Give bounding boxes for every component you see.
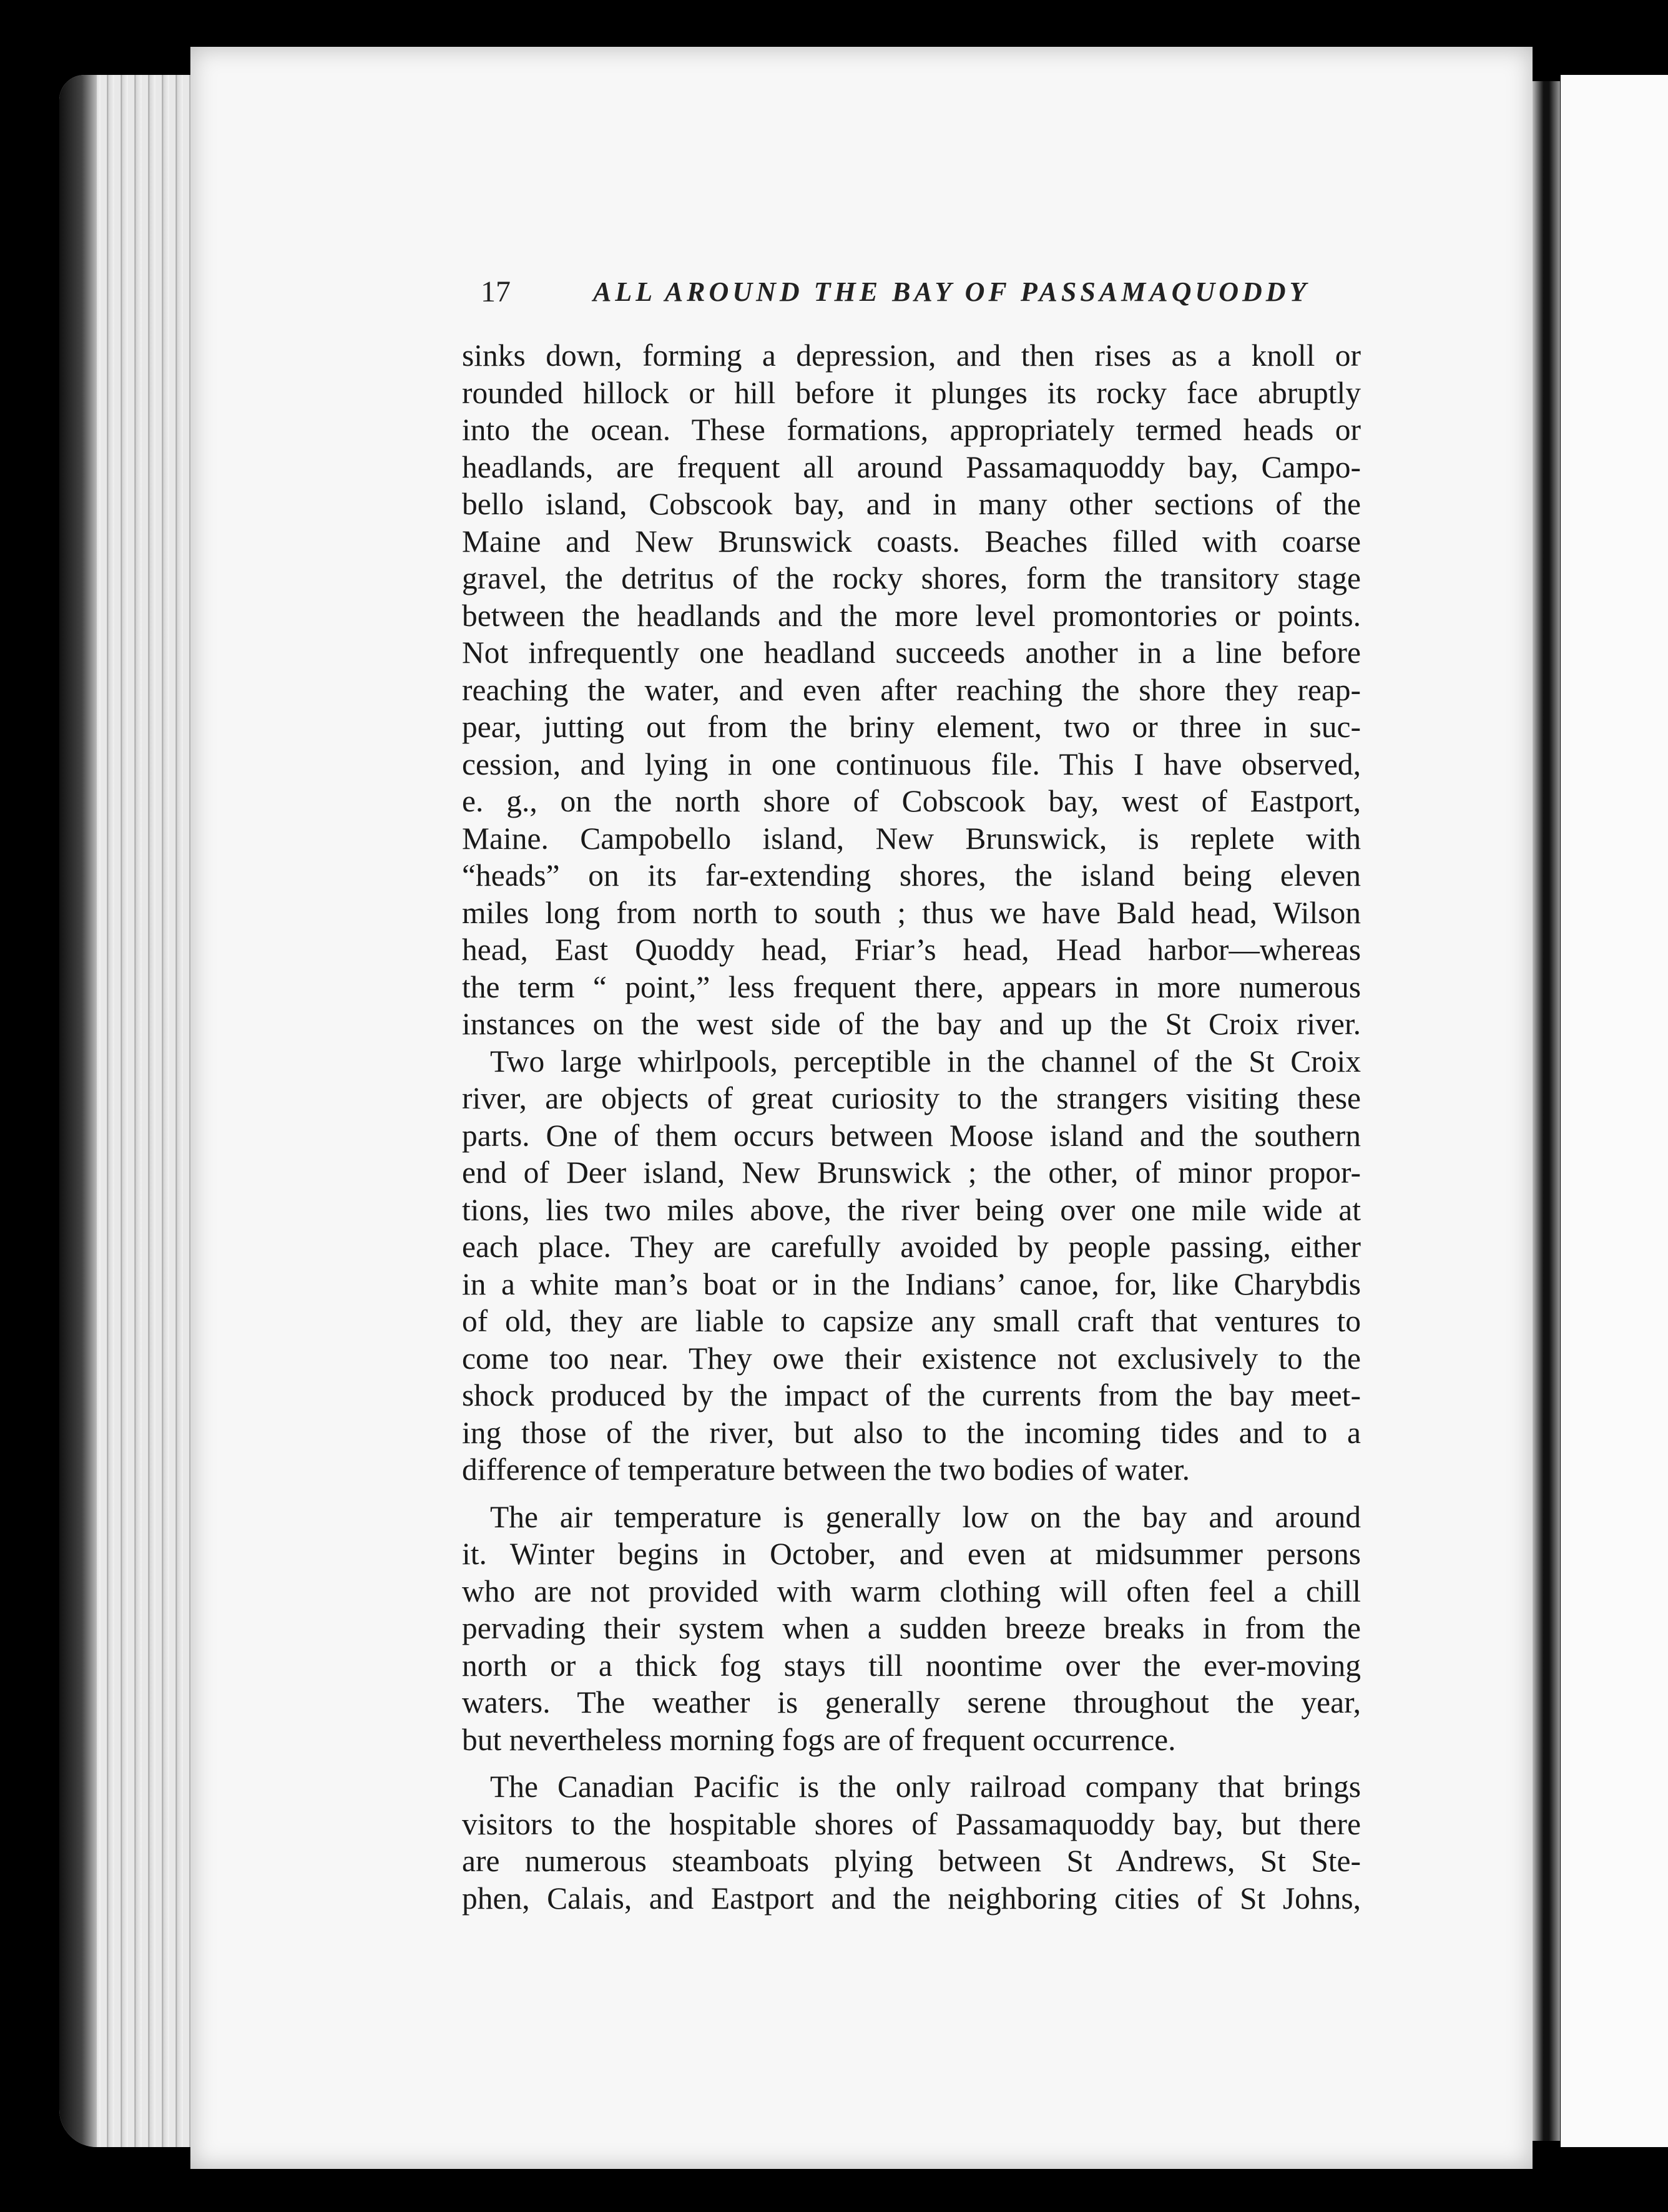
paragraph — [462, 337, 1361, 1043]
text-line: reaching the water, and even after reaching the shore they reap- — [462, 672, 1361, 707]
paragraph — [462, 1043, 1361, 1489]
text-line: rounded hillock or hill before it plunges its rocky face abruptly — [462, 375, 1361, 410]
text-line: miles long from north to south ; thus we have Bald head, Wilson — [462, 895, 1361, 930]
text-line: of old, they are liable to capsize any small craft that ventures to — [462, 1304, 1361, 1338]
text-line: in a white man’s boat or in the Indians’ canoe, for, like Charybdis — [462, 1266, 1361, 1301]
paragraph-gap — [462, 1489, 1361, 1499]
text-line: sinks down, forming a depression, and then rises as a knoll or — [462, 338, 1361, 373]
body-text — [462, 337, 1361, 1917]
text-line: come too near. They owe their existence not exclusively to the — [462, 1341, 1361, 1376]
text-line: difference of temperature between the two bodies of water. — [462, 1452, 1190, 1487]
text-line: The Canadian Pacific is the only railroad company that brings — [490, 1769, 1361, 1804]
paragraph-gap — [462, 1758, 1361, 1768]
paragraph — [462, 1768, 1361, 1917]
text-line: but nevertheless morning fogs are of frequent occurrence. — [462, 1722, 1176, 1757]
text-line: end of Deer island, New Brunswick ; the other, of minor propor- — [462, 1155, 1361, 1190]
text-line: head, East Quoddy head, Friar’s head, Head harbor—whereas — [462, 932, 1361, 967]
text-line: into the ocean. These formations, appropriately termed heads or — [462, 413, 1361, 447]
text-line: waters. The weather is generally serene throughout the year, — [462, 1685, 1361, 1720]
paragraph — [462, 1499, 1361, 1759]
text-line: visitors to the hospitable shores of Passamaquoddy bay, but there — [462, 1806, 1361, 1841]
text-line: “heads” on its far-extending shores, the island being eleven — [462, 858, 1361, 893]
text-line: the term “ point,” less frequent there, appears in more numerous — [462, 969, 1361, 1004]
text-line: are numerous steamboats plying between St Andrews, St Ste- — [462, 1844, 1361, 1878]
text-line: river, are objects of great curiosity to the strangers visiting these — [462, 1081, 1361, 1115]
text-line: instances on the west side of the bay and up the St Croix river. — [462, 1007, 1361, 1041]
text-line: each place. They are carefully avoided by people passing, either — [462, 1230, 1361, 1264]
text-line: gravel, the detritus of the rocky shores, form the transitory stage — [462, 561, 1361, 595]
text-line: Not infrequently one headland succeeds another in a line before — [462, 635, 1361, 670]
text-line: Maine. Campobello island, New Brunswick, is replete with — [462, 821, 1361, 856]
running-title: ALL AROUND THE BAY OF PASSAMAQUODDY — [593, 276, 1310, 307]
book-gutter — [1533, 81, 1560, 2141]
text-line: ing those of the river, but also to the incoming tides and to a — [462, 1415, 1361, 1450]
text-line: bello island, Cobscook bay, and in many other sections of the — [462, 487, 1361, 521]
text-line: tions, lies two miles above, the river being over one mile wide at — [462, 1192, 1361, 1227]
page-number: 17 — [481, 275, 511, 308]
text-line: pear, jutting out from the briny element, two or three in suc- — [462, 710, 1361, 744]
text-line: Two large whirlpools, perceptible in the channel of the St Croix — [490, 1044, 1361, 1079]
text-line: shock produced by the impact of the currents from the bay meet- — [462, 1378, 1361, 1412]
text-line: Maine and New Brunswick coasts. Beaches filled with coarse — [462, 524, 1361, 559]
text-line: between the headlands and the more level promontories or points. — [462, 598, 1361, 633]
text-line: e. g., on the north shore of Cobscook bay, west of Eastport, — [462, 784, 1361, 818]
text-line: The air temperature is generally low on the bay and around — [490, 1499, 1361, 1534]
book-cover-edge — [59, 75, 97, 2147]
text-line: north or a thick fog stays till noontime over the ever-moving — [462, 1648, 1361, 1683]
text-line: parts. One of them occurs between Moose island and the southern — [462, 1118, 1361, 1153]
text-line: phen, Calais, and Eastport and the neighboring cities of St Johns, — [462, 1881, 1361, 1916]
text-line: pervading their system when a sudden breeze breaks in from the — [462, 1611, 1361, 1645]
text-line: headlands, are frequent all around Passamaquoddy bay, Campo- — [462, 449, 1361, 484]
text-line: cession, and lying in one continuous file. This I have observed, — [462, 746, 1361, 781]
text-line: it. Winter begins in October, and even at midsummer persons — [462, 1537, 1361, 1571]
facing-page — [1561, 75, 1668, 2147]
running-head — [481, 275, 1355, 318]
text-line: who are not provided with warm clothing will often feel a chill — [462, 1573, 1361, 1608]
